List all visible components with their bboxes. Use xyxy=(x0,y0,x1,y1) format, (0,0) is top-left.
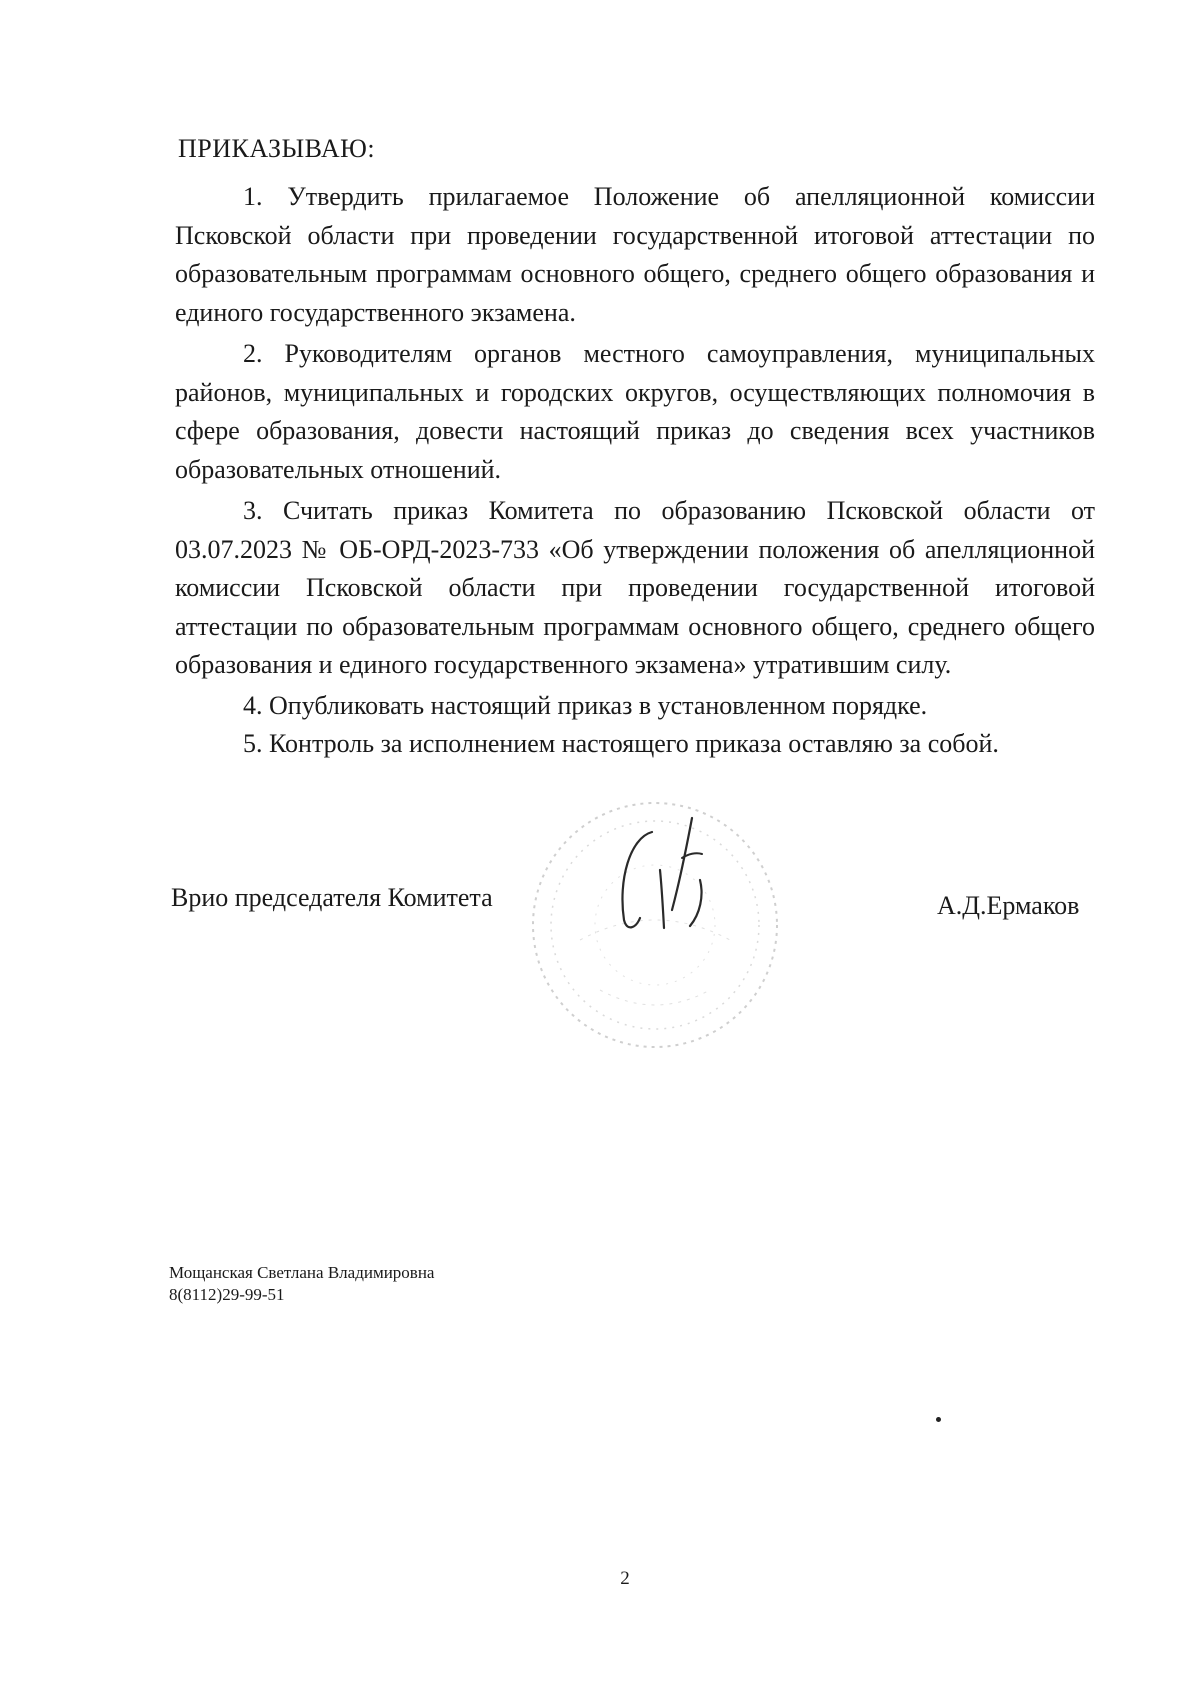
scan-speck xyxy=(936,1417,941,1422)
signatory-title: Врио председателя Комитета xyxy=(171,883,493,912)
order-item-5: 5. Контроль за исполнением настоящего приказа оставляю за собой. xyxy=(243,729,999,758)
order-item-3: 3. Считать приказ Комитета по образованию Псковской области от 03.07.2023 № ОБ-ОРД-2023-733 «Об утверждении положения об апелляционной комиссии Псковской области при проведении государственной итоговой аттестации по образовательным программам основного общего, среднего общего образования и единого государственного экзамена» утратившим силу. xyxy=(175,496,1095,679)
order-heading: ПРИКАЗЫВАЮ: xyxy=(178,134,376,163)
executor-block xyxy=(169,1262,434,1306)
handwritten-signature-icon xyxy=(600,810,740,940)
order-body xyxy=(175,178,1095,764)
order-item-4: 4. Опубликовать настоящий приказ в установленном порядке. xyxy=(243,690,928,720)
order-item-2: 2. Руководителям органов местного самоуправления, муниципальных районов, муниципальных и городских округов, осуществляющих полномочия в сфере образования, довести настоящий приказ до сведения всех участников образовательных отношений. xyxy=(175,339,1095,484)
page-number: 2 xyxy=(620,1568,630,1589)
order-item-1: 1. Утвердить прилагаемое Положение об апелляционной комиссии Псковской области при проведении государственной итоговой аттестации по образовательным программам основного общего, среднего общего образования и единого государственного экзамена. xyxy=(175,182,1095,327)
executor-name: Мощанская Светлана Владимировна xyxy=(169,1263,435,1282)
signatory-name: А.Д.Ермаков xyxy=(937,891,1080,920)
executor-phone: 8(8112)29-99-51 xyxy=(169,1285,285,1304)
